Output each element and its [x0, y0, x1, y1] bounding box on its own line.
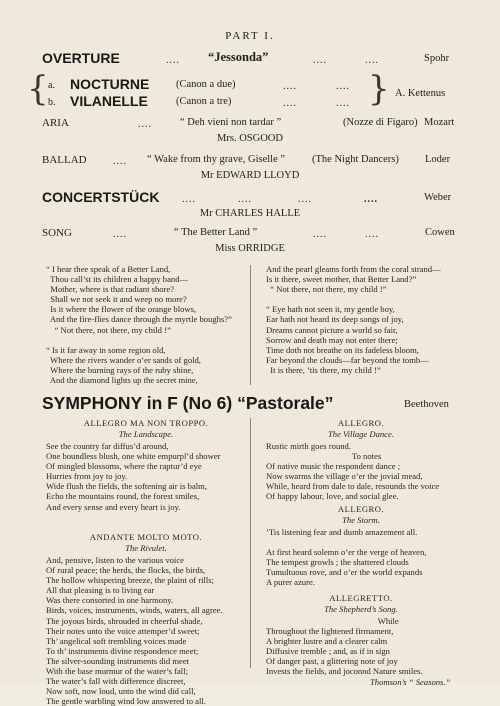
column-divider: [250, 265, 251, 385]
song-work: “ The Better Land ”: [174, 227, 258, 238]
symphony-composer: Beethoven: [404, 399, 449, 410]
song-performer: Miss ORRIDGE: [215, 243, 285, 254]
movement-text: Rustic mirth goes round. To notes Of native music the respondent dance ; Now swarms the village o’er the jovial mead, While, heard from dale to dale, resounds the voice Of happy labour, love, and social glee.: [266, 441, 440, 502]
song-dots-2: ....: [313, 229, 327, 240]
song-text-left: “ I hear thee speak of a Better Land, Thou call’st its children a happy band— Mother, where is that radiant shore? Shall we not seek it and weep no more? Is it where the flower of the orange blows, And the fire-flies dance through the myrtle boughs?” “ Not there, not there, my child !” “ Is it far away in some region old, Where the rivers wander o’er sands of gold, Where the burning rays of the ruby shine, And the diamond lights up the secret mine,: [46, 264, 232, 386]
nocturne-dots: ....: [283, 81, 297, 92]
concertstuck-dots-2: ....: [238, 194, 252, 205]
song-title: SONG: [42, 227, 72, 239]
movement-text: ’Tis listening fear and dumb amazement all. At first heard solemn o’er the verge of heaven, The tempest growls ; the shattered clouds Tumultuous rove, and o’er the world expands A purer azure.: [266, 527, 427, 588]
vilanelle-label: b.: [48, 97, 56, 108]
nocturne-sub: (Canon a due): [176, 79, 236, 90]
concertstuck-dots-4: ....: [364, 194, 378, 205]
ballad-dots: ....: [113, 156, 127, 167]
overture-dots-2: ....: [313, 55, 327, 66]
movement-text: While Throughout the lightened firmament, A brighter lustre and a clearer calm Diffusive tremble ; and, as if in sign Of danger past, a glittering note of joy Invests the fields, and joconnd Nature smiles.: [266, 616, 423, 677]
song-dots: ....: [113, 229, 127, 240]
aria-opera: (Nozze di Figaro): [343, 117, 418, 128]
movement-subtitle: The Storm.: [342, 515, 380, 525]
column-divider: [250, 418, 251, 668]
nocturne-title: NOCTURNE: [70, 76, 150, 92]
concertstuck-title: CONCERTSTÜCK: [42, 189, 160, 205]
movement-tempo: ALLEGRO.: [337, 504, 385, 514]
ballad-work: “ Wake from thy grave, Giselle ”: [147, 154, 286, 165]
aria-title: ARIA: [42, 117, 69, 129]
movement-tempo: ALLEGRO.: [337, 418, 385, 428]
overture-dots: ....: [166, 55, 180, 66]
vilanelle-composer: A. Kettenus: [395, 88, 446, 99]
concertstuck-composer: Weber: [424, 192, 452, 203]
vilanelle-title: VILANELLE: [70, 93, 148, 109]
movement-tempo: ALLEGRETTO.: [329, 593, 393, 603]
nocturne-label: a.: [48, 80, 55, 91]
left-brace: {: [27, 69, 49, 109]
movement-subtitle: The Village Dance.: [328, 429, 394, 439]
concertstuck-performer: Mr CHARLES HALLE: [199, 208, 301, 219]
right-brace: }: [368, 69, 390, 109]
aria-performer: Mrs. OSGOOD: [217, 133, 283, 144]
aria-dots: ....: [138, 119, 152, 130]
symphony-title: SYMPHONY in F (No 6) “Pastorale”: [42, 393, 334, 413]
part-title: PART I.: [225, 30, 275, 42]
concertstuck-dots-3: ....: [298, 194, 312, 205]
song-composer: Cowen: [425, 227, 455, 238]
nocturne-dots-2: ....: [336, 81, 350, 92]
ballad-opera: (The Night Dancers): [312, 154, 399, 165]
movement-text: And, pensive, listen to the various voice Of rural peace; the herds, the flocks, the birds, The hollow whispering breeze, the plaint of rills; All that pleasing is to living ear Was there consorted in one harmony. Birds, voices, instruments, winds, waters, all agree. The joyous birds, shrouded in cheerful shade, Their notes unto the voice attemper’d sweet; Th’ angelical soft trembling voices made To th’ instruments divine respondence meet; The silver-sounding instruments did meet With the base murmur of the water’s fall; The water’s fall with difference discreet, Now soft, now loud, unto the wind did call, The gentle warbling wind low answered to all.: [46, 555, 223, 706]
aria-work: “ Deh vieni non tardar ”: [180, 117, 282, 128]
ballad-performer: Mr EDWARD LLOYD: [200, 170, 300, 181]
song-text-right: And the pearl gleams forth from the coral strand— Is it there, sweet mother, that Better Land?” “ Not there, not there, my child !” “ Eye hath not seen it, my gentle boy, Ear hath not heard its deep songs of joy, Dreams cannot picture a world so fair, Sorrow and death may not enter there; Time doth not breathe on its fadeless bloom, Far beyond the clouds—far beyond the tomb— It is there, ’tis there, my child !”: [266, 264, 441, 375]
movement-subtitle: The Landscape.: [118, 429, 174, 439]
overture-work: “Jessonda”: [208, 50, 269, 64]
song-dots-3: ....: [365, 229, 379, 240]
overture-composer: Spohr: [424, 53, 450, 64]
movement-subtitle: The Shepherd’s Song.: [324, 604, 398, 614]
movement-tempo: ANDANTE MOLTO MOTO.: [89, 532, 203, 542]
movement-text: See the country far diffus’d around, One boundless blush, one white empurpl’d shower Of mingled blossoms, where the raptur’d eye Hurries from joy to joy. Wide flush the fields, the softening air is balm, Echo the mountains round, the forest smiles, And every sense and every heart is joy.: [46, 441, 221, 512]
concertstuck-dots: ....: [182, 194, 196, 205]
aria-composer: Mozart: [424, 117, 455, 128]
movement-tempo: ALLEGRO MA NON TROPPO.: [83, 418, 209, 428]
vilanelle-sub: (Canon a tre): [176, 96, 232, 107]
attribution: Thomson’s “ Seasons.”: [370, 677, 451, 687]
overture-dots-3: ....: [365, 55, 379, 66]
vilanelle-dots-2: ....: [336, 98, 350, 109]
ballad-composer: Loder: [425, 154, 451, 165]
overture-title: OVERTURE: [42, 50, 120, 66]
ballad-title: BALLAD: [42, 154, 87, 166]
movement-subtitle: The Rivulet.: [125, 543, 167, 553]
vilanelle-dots: ....: [283, 98, 297, 109]
